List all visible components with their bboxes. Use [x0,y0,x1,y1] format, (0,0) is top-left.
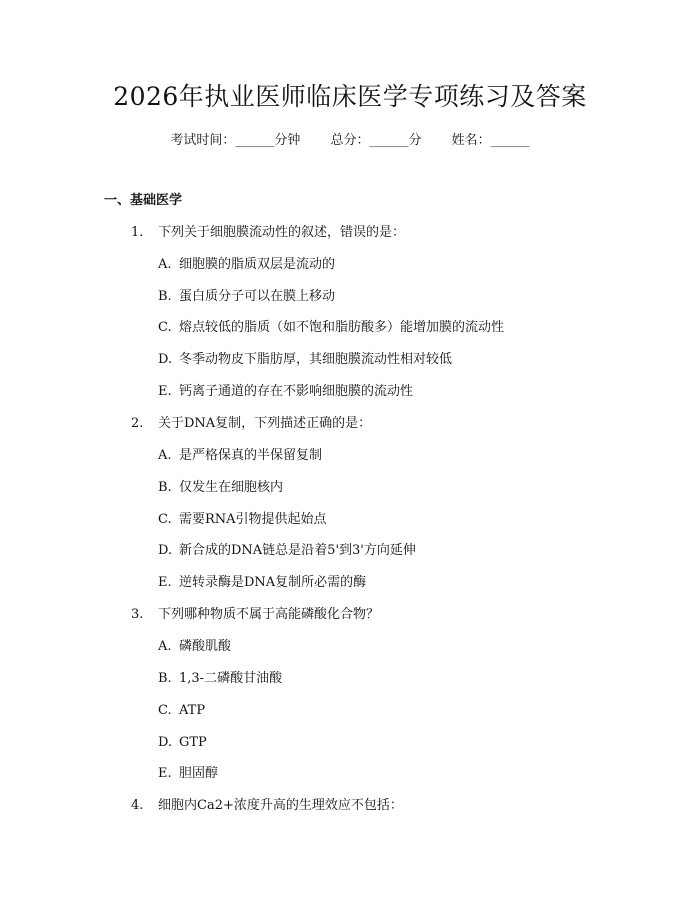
option-text: 蛋白质分子可以在膜上移动 [179,289,336,304]
question-4 [131,796,403,816]
option-letter: B. [158,480,172,495]
option-2e [158,573,366,593]
option-2d [158,541,416,561]
option-2c [158,510,327,530]
option-letter: B. [158,671,172,686]
option-text: 是严格保真的半保留复制 [179,448,323,463]
exam-time-field: 考试时间：______分钟 [170,133,301,148]
option-text: 钙离子通道的存在不影响细胞膜的流动性 [179,384,414,399]
question-number: 3. [131,607,144,622]
option-letter: E. [158,575,172,590]
question-text: 细胞内Ca2+浓度升高的生理效应不包括： [158,798,403,813]
option-text: 逆转录酶是DNA复制所必需的酶 [179,575,367,590]
option-1e [158,382,413,402]
option-text: 胆固醇 [179,766,219,781]
name-field: 姓名：______ [451,133,530,148]
question-1 [131,223,405,243]
question-number: 1. [131,225,144,240]
question-number: 2. [131,416,144,431]
option-letter: E. [158,766,172,781]
option-3b [158,669,282,689]
option-text: ATP [179,703,206,718]
question-2 [131,414,371,434]
option-text: 1,3-二磷酸甘油酸 [179,671,283,686]
option-text: 需要RNA引物提供起始点 [179,512,327,527]
option-letter: D. [158,543,173,558]
option-text: 细胞膜的脂质双层是流动的 [179,257,336,272]
option-text: 仅发生在细胞核内 [179,480,284,495]
option-3e [158,764,218,784]
option-text: 熔点较低的脂质（如不饱和脂肪酸多）能增加膜的流动性 [179,320,505,335]
option-text: GTP [179,735,207,750]
question-text: 下列哪种物质不属于高能磷酸化合物？ [158,607,380,622]
option-3a [158,637,231,657]
option-letter: D. [158,352,173,367]
option-letter: B. [158,289,172,304]
option-1a [158,255,335,275]
option-1c [158,318,504,338]
option-text: 磷酸肌酸 [179,639,232,654]
option-text: 冬季动物皮下脂肪厚，其细胞膜流动性相对较低 [179,352,453,367]
option-letter: D. [158,735,173,750]
option-2a [158,446,322,466]
option-3c [158,701,205,721]
option-text: 新合成的DNA链总是沿着5'到3'方向延伸 [179,543,416,558]
option-1d [158,350,452,370]
option-letter: C. [158,320,172,335]
question-text: 下列关于细胞膜流动性的叙述，错误的是： [158,225,406,240]
option-letter: A. [158,448,172,463]
option-letter: E. [158,384,172,399]
question-number: 4. [131,798,144,813]
option-letter: A. [158,639,172,654]
total-score-field: 总分：______分 [330,133,422,148]
document-title: 2026年执业医师临床医学专项练习及答案 [113,82,587,111]
option-letter: C. [158,512,172,527]
option-letter: C. [158,703,172,718]
option-letter: A. [158,257,172,272]
exam-info-line [0,131,700,151]
section-heading: 一、基础医学 [104,193,183,208]
option-1b [158,287,335,307]
question-3 [131,605,379,625]
option-2b [158,478,283,498]
option-3d [158,733,207,753]
question-text: 关于DNA复制，下列描述正确的是： [158,416,372,431]
